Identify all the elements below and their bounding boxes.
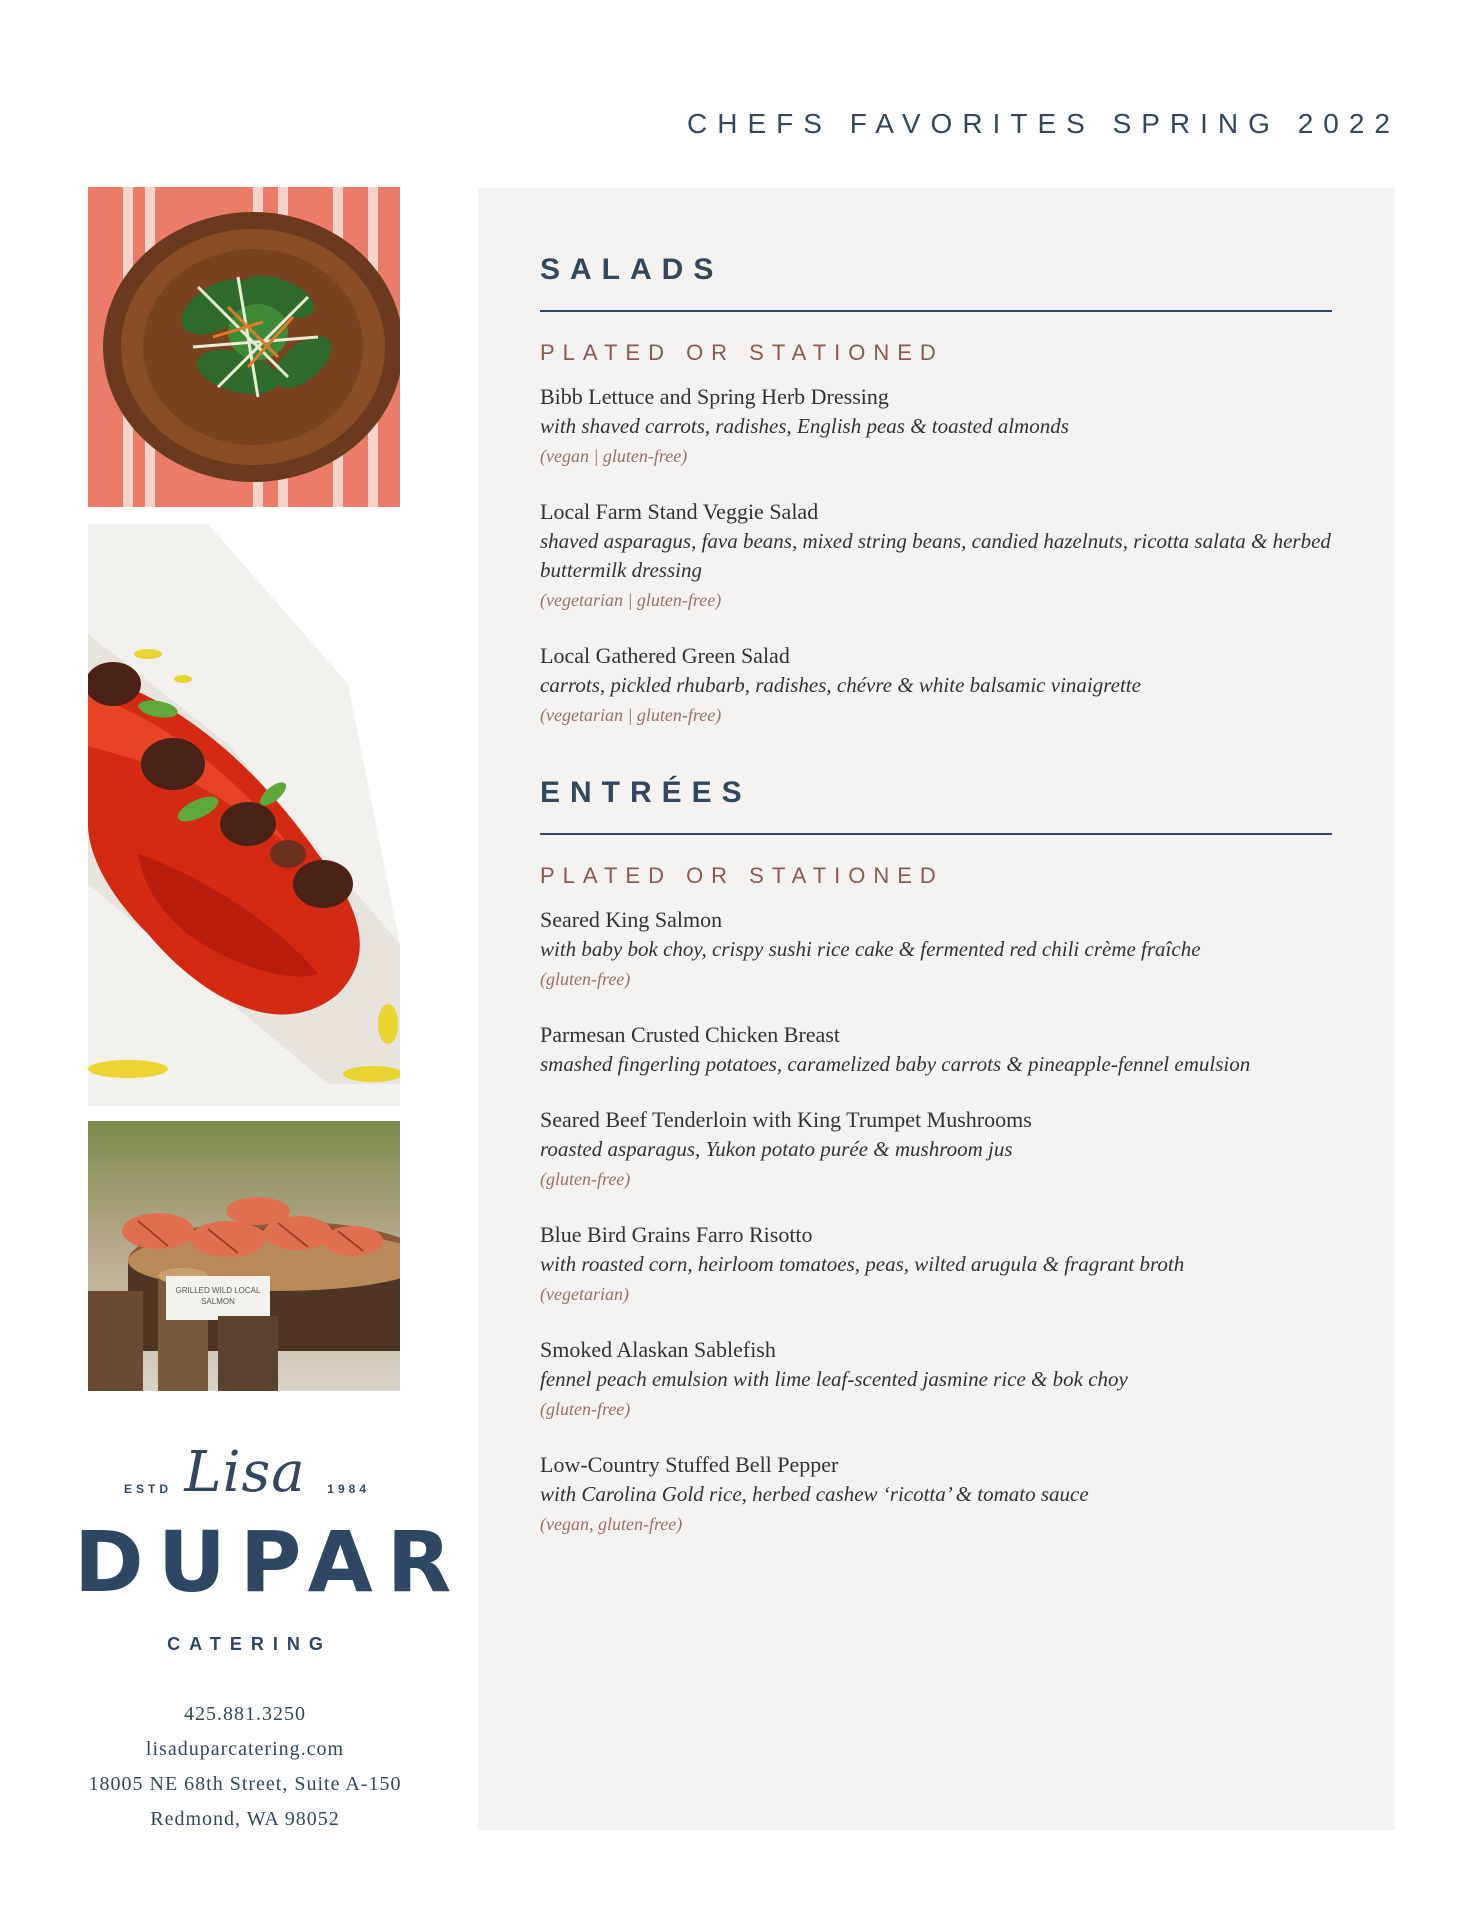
menu-item [540,497,1332,615]
menu-title: CHEFS FAVORITES SPRING 2022 [687,108,1400,139]
item-diet-tag: (gluten-free) [540,969,631,989]
item-diet-tag: (vegetarian | gluten-free) [540,590,722,610]
grilled-salmon-photo [88,1121,400,1391]
section-subtitle: PLATED OR STATIONED [540,340,944,365]
menu-item [540,1335,1332,1424]
menu-item [540,1020,1332,1079]
item-description: with baby bok choy, crispy sushi rice cake & fermented red chili crème fraîche [540,937,1201,961]
item-diet-tag: (vegetarian) [540,1284,629,1304]
item-name: Bibb Lettuce and Spring Herb Dressing [540,384,889,409]
contact-info [60,1697,430,1837]
item-diet-tag: (gluten-free) [540,1169,631,1189]
menu-item [540,1105,1332,1194]
salmon-sign-line1: GRILLED WILD LOCAL [175,1286,261,1295]
roasted-pepper-photo [88,524,400,1106]
salad-photo [88,187,400,507]
menu-item [540,1220,1332,1309]
item-description: carrots, pickled rhubarb, radishes, chévre & white balsamic vinaigrette [540,673,1141,697]
brand-logo [60,1440,466,1655]
item-description: with shaved carrots, radishes, English peas & toasted almonds [540,414,1069,438]
item-description: with roasted corn, heirloom tomatoes, peas, wilted arugula & fragrant broth [540,1252,1185,1276]
logo-year: 1984 [327,1482,370,1496]
item-description: fennel peach emulsion with lime leaf-scented jasmine rice & bok choy [540,1367,1128,1391]
logo-estd: ESTD [124,1482,173,1496]
item-name: Smoked Alaskan Sablefish [540,1337,776,1362]
menu-item [540,382,1332,471]
item-description: shaved asparagus, fava beans, mixed string beans, candied hazelnuts, ricotta salata & herbed buttermilk dressing [540,529,1331,582]
section-divider [540,833,1332,835]
item-diet-tag: (vegan, gluten-free) [540,1514,683,1534]
entrees-section [540,773,1332,1539]
logo-wordmark: DUPAR [74,1513,466,1611]
section-divider [540,310,1332,312]
logo-subtitle: CATERING [167,1634,332,1654]
item-name: Parmesan Crusted Chicken Breast [540,1022,840,1047]
item-name: Blue Bird Grains Farro Risotto [540,1222,813,1247]
section-title: SALADS [540,253,724,286]
menu-item [540,641,1332,730]
menu-panel [478,188,1395,1830]
item-name: Local Gathered Green Salad [540,643,790,668]
menu-item [540,905,1332,994]
item-name: Seared Beef Tenderloin with King Trumpet Mushrooms [540,1107,1032,1132]
section-title: ENTRÉES [540,776,752,809]
item-description: with Carolina Gold rice, herbed cashew ‘ricotta’ & tomato sauce [540,1482,1089,1506]
website: lisaduparcatering.com [145,1738,345,1760]
item-diet-tag: (gluten-free) [540,1399,631,1419]
address-line2: Redmond, WA 98052 [150,1808,340,1830]
address-line1: 18005 NE 68th Street, Suite A-150 [88,1773,402,1795]
phone-number: 425.881.3250 [184,1703,306,1725]
item-name: Low-Country Stuffed Bell Pepper [540,1452,839,1477]
menu-item [540,1450,1332,1539]
item-description: roasted asparagus, Yukon potato purée & mushroom jus [540,1137,1013,1161]
item-name: Seared King Salmon [540,907,723,932]
logo-script: Lisa [184,1440,306,1505]
item-diet-tag: (vegetarian | gluten-free) [540,705,722,725]
salads-section [540,250,1332,730]
section-subtitle: PLATED OR STATIONED [540,863,944,888]
item-description: smashed fingerling potatoes, caramelized baby carrots & pineapple-fennel emulsion [540,1052,1251,1076]
salmon-sign-line2: SALMON [201,1297,235,1306]
item-diet-tag: (vegan | gluten-free) [540,446,688,466]
item-name: Local Farm Stand Veggie Salad [540,499,819,524]
